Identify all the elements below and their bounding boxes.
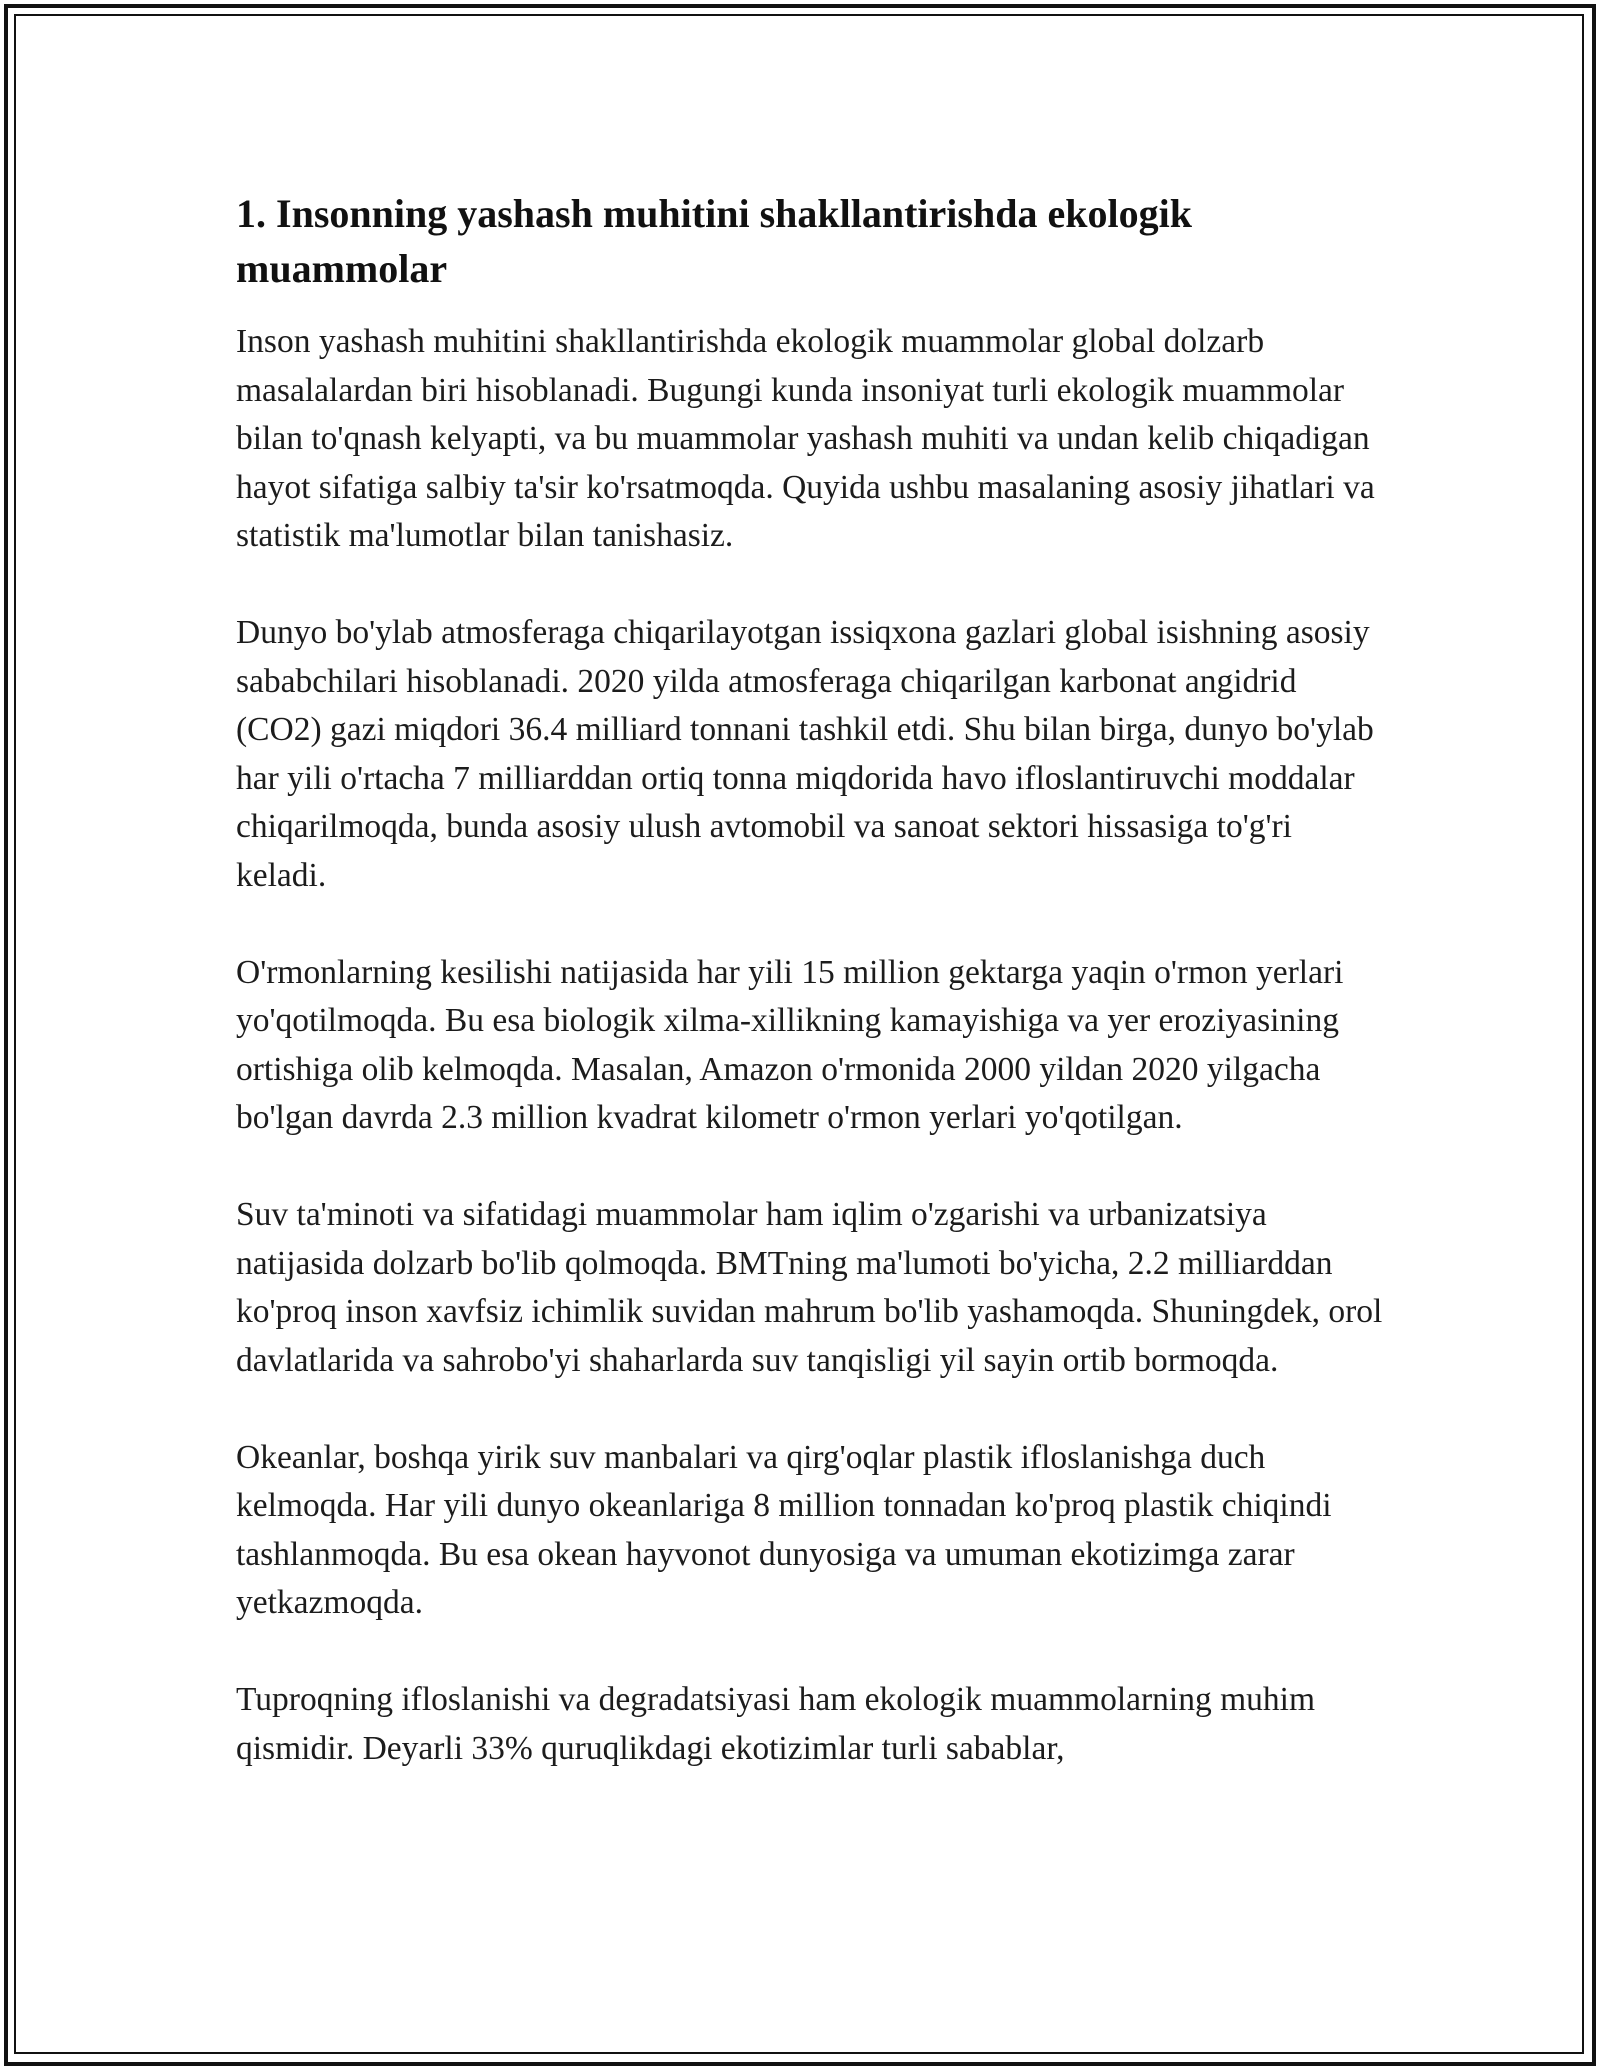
paragraph-greenhouse-gases: Dunyo bo'ylab atmosferaga chiqarilayotgan issiqxona gazlari global isishning asosiy sababchilari hisoblanadi. 2020 yilda atmosferaga chiqarilgan karbonat angidrid (CO2) gazi miqdori 36.4 milliard tonnani tashkil etdi. Shu bilan birga, dunyo bo'ylab har yili o'rtacha 7 milliarddan ortiq tonna miqdorida havo ifloslantiruvchi moddalar chiqarilmoqda, bunda asosiy ulush avtomobil va sanoat sektori hissasiga to'g'ri keladi. — [236, 614, 1374, 894]
paragraph-ocean-plastic: Okeanlar, boshqa yirik suv manbalari va qirg'oqlar plastik ifloslanishga duch kelmoqda. Har yili dunyo okeanlariga 8 million tonnadan ko'proq plastik chiqindi tashlanmoqda. Bu esa okean hayvonot dunyosiga va umuman ekotizimga zarar yetkazmoqda. — [236, 1438, 1332, 1621]
paragraph-soil-degradation: Tuproqning ifloslanishi va degradatsiyasi ham ekologik muammolarning muhim qismidir. Deyarli 33% quruqlikdagi ekotizimlar turli sabablar, — [236, 1681, 1316, 1767]
paragraph-deforestation: O'rmonlarning kesilishi natijasida har yili 15 million gektarga yaqin o'rmon yerlari yo'qotilmoqda. Bu esa biologik xilma-xillikning kamayishiga va yer eroziyasining ortishiga olib kelmoqda. Masalan, Amazon o'rmonida 2000 yildan 2020 yilgacha bo'lgan davrda 2.3 million kvadrat kilometr o'rmon yerlari yo'qotilgan. — [236, 953, 1344, 1136]
paragraph-water-supply: Suv ta'minoti va sifatidagi muammolar ham iqlim o'zgarishi va urbanizatsiya natijasida dolzarb bo'lib qolmoqda. BMTning ma'lumoti bo'yicha, 2.2 milliarddan ko'proq inson xavfsiz ichimlik suvidan mahrum bo'lib yashamoqda. Shuningdek, orol davlatlarida va sahrobo'yi shaharlarda suv tanqisligi yil sayin ortib bormoqda. — [236, 1196, 1383, 1379]
section-heading: 1. Insonning yashash muhitini shakllantirishda ekologik muammolar — [236, 191, 1192, 291]
paragraph-intro: Inson yashash muhitini shakllantirishda ekologik muammolar global dolzarb masalalardan biri hisoblanadi. Bugungi kunda insoniyat turli ekologik muammolar bilan to'qnash kelyapti, va bu muammolar yashash muhiti va undan kelib chiqadigan hayot sifatiga salbiy ta'sir ko'rsatmoqda. Quyida ushbu masalaning asosiy jihatlari va statistik ma'lumotlar bilan tanishasiz. — [236, 323, 1375, 554]
document-body — [236, 186, 1386, 1822]
